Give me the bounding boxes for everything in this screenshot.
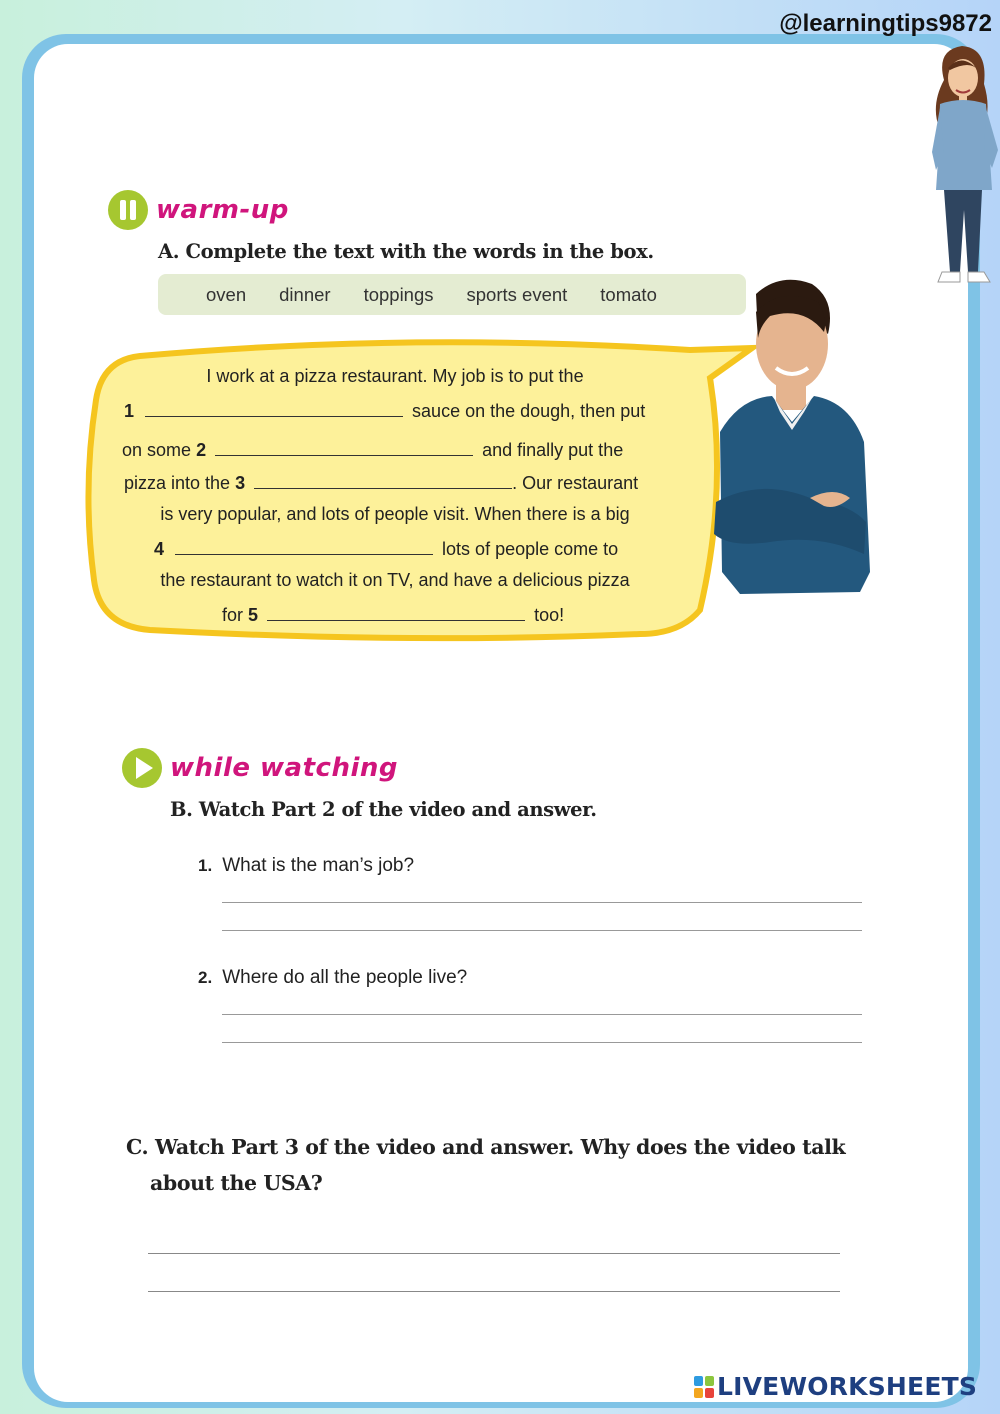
liveworksheets-logo <box>694 1372 977 1401</box>
answer-line[interactable] <box>148 1291 840 1292</box>
answer-blank-1[interactable] <box>145 399 403 417</box>
warmup-title: warm-up <box>156 195 289 225</box>
passage-line: I work at a pizza restaurant. My job is to put the <box>206 366 584 386</box>
answer-blank-4[interactable] <box>175 537 433 555</box>
question-2 <box>198 967 467 989</box>
passage-line: too! <box>534 605 565 625</box>
blank-number: 4 <box>154 539 165 559</box>
word-item: tomato <box>600 283 657 305</box>
answer-line[interactable] <box>148 1253 840 1254</box>
answer-blank-2[interactable] <box>215 438 473 456</box>
word-item: sports event <box>466 283 568 305</box>
word-item: oven <box>206 283 247 305</box>
question-number: 2. <box>198 968 213 987</box>
passage-line: sauce on the dough, then put <box>412 401 646 421</box>
blank-number: 3 <box>235 473 246 493</box>
question-1 <box>198 855 414 877</box>
warmup-heading <box>108 190 289 230</box>
instruction-a: A. Complete the text with the words in the box. <box>158 240 654 263</box>
play-icon <box>122 748 162 788</box>
passage-line: for <box>222 605 244 625</box>
pause-icon <box>108 190 148 230</box>
answer-line[interactable] <box>222 1042 862 1043</box>
blank-number: 2 <box>196 440 207 460</box>
teacher-illustration-icon <box>926 40 1000 292</box>
logo-mark-icon <box>694 1376 714 1398</box>
passage-line: is very popular, and lots of people visit. When there is a big <box>160 504 630 524</box>
passage-line: the restaurant to watch it on TV, and have a delicious pizza <box>160 570 630 590</box>
answer-blank-5[interactable] <box>267 603 525 621</box>
word-item: dinner <box>279 283 331 305</box>
word-box <box>158 274 746 315</box>
while-watching-heading <box>122 748 398 788</box>
blank-number: 5 <box>248 605 259 625</box>
passage-line: . Our restaurant <box>512 473 639 493</box>
logo-text: LIVEWORKSHEETS <box>717 1372 978 1401</box>
passage-line: lots of people come to <box>442 539 619 559</box>
passage-line: on some <box>122 440 192 460</box>
answer-blank-3[interactable] <box>254 471 512 489</box>
question-text: Where do all the people live? <box>222 967 468 988</box>
while-watching-title: while watching <box>170 753 398 783</box>
answer-line[interactable] <box>222 1014 862 1015</box>
passage-line: pizza into the <box>124 473 231 493</box>
instruction-c-line2: about the USA? <box>150 1171 323 1195</box>
answer-line[interactable] <box>222 902 862 903</box>
instruction-b: B. Watch Part 2 of the video and answer. <box>170 798 597 821</box>
blank-number: 1 <box>124 401 135 421</box>
question-text: What is the man’s job? <box>222 855 415 876</box>
question-number: 1. <box>198 856 213 875</box>
answer-line[interactable] <box>222 930 862 931</box>
word-item: toppings <box>363 283 434 305</box>
instruction-c-line1: C. Watch Part 3 of the video and answer. Why does the video talk <box>126 1135 846 1159</box>
channel-handle: @learningtips9872 <box>779 10 992 37</box>
passage-line: and finally put the <box>482 440 624 460</box>
man-illustration-icon <box>700 272 872 602</box>
